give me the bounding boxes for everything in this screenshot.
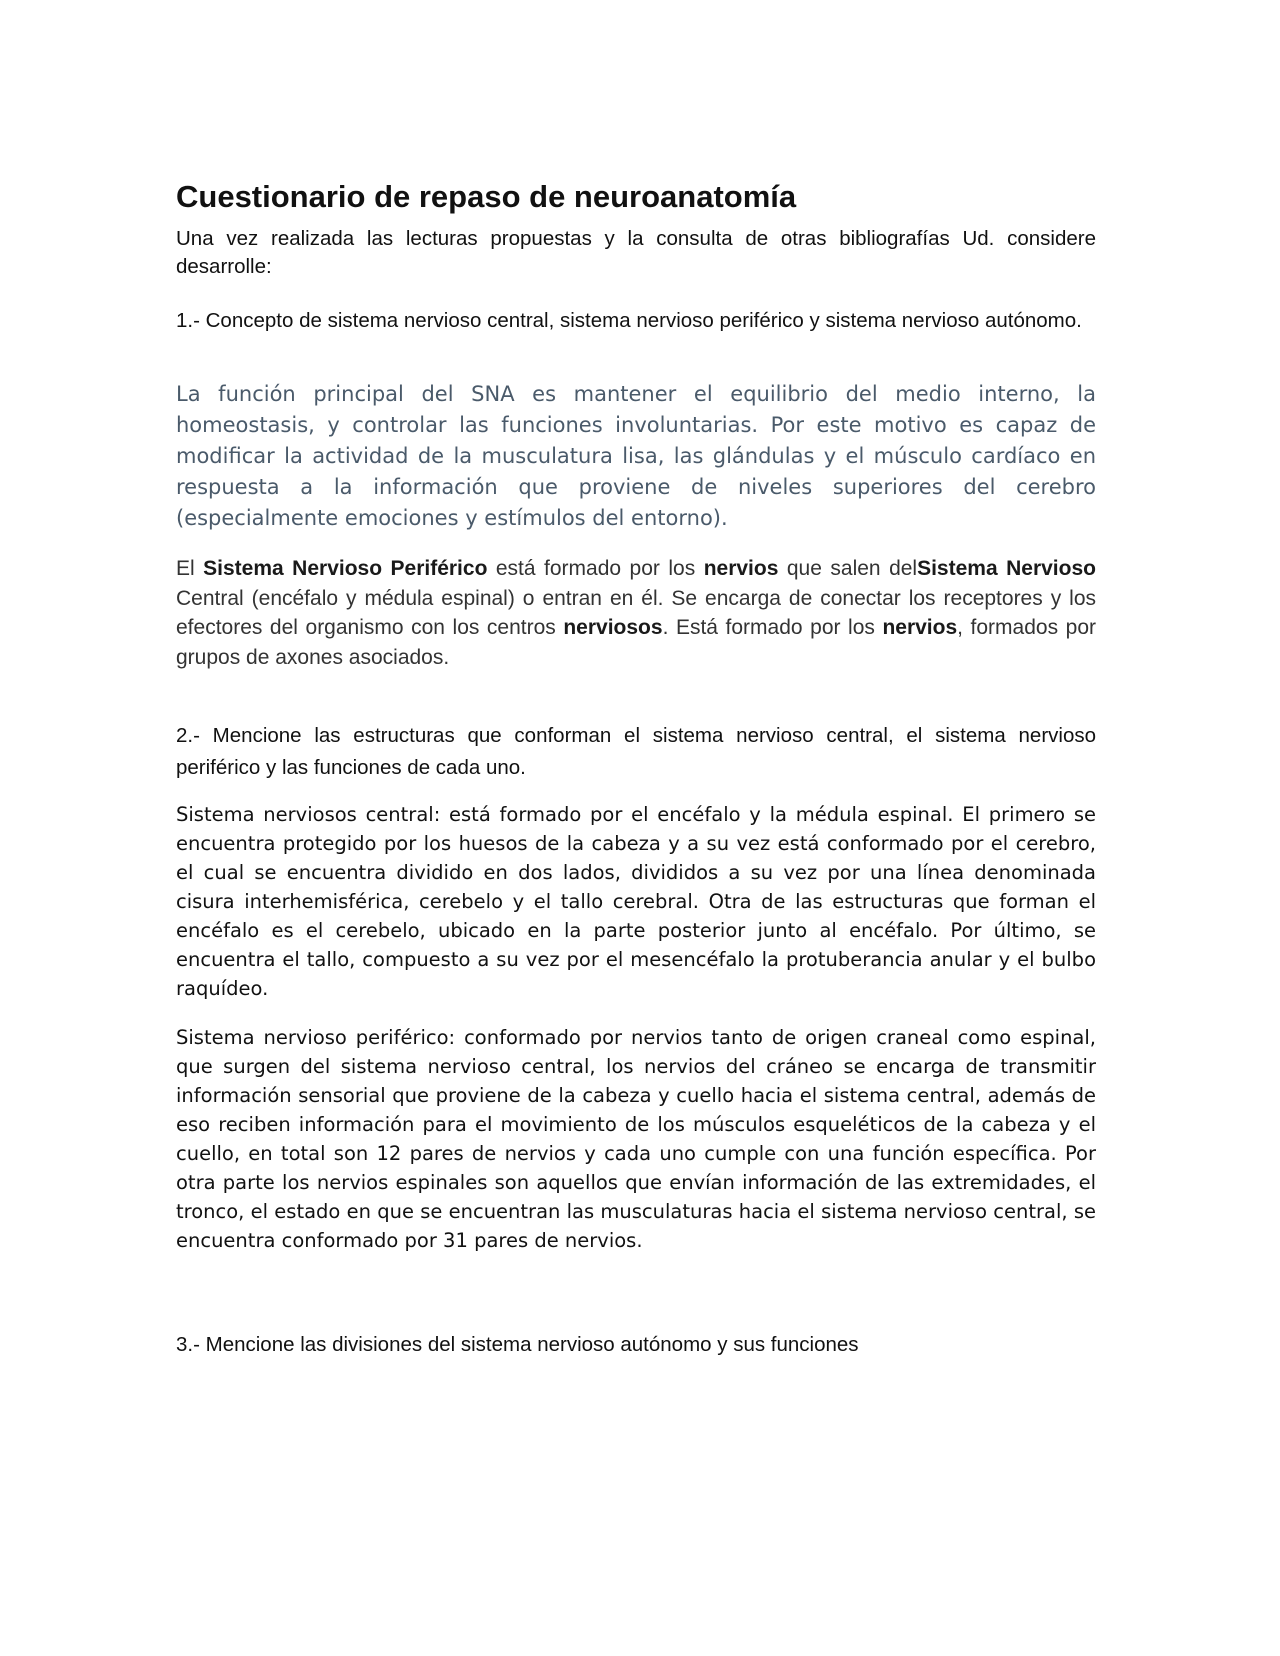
answer-snc-paragraph: Sistema nerviosos central: está formado por el encéfalo y la médula espinal. El primero se encuentra protegido por los huesos de la cabeza y a su vez está conformado por el cerebro, el cual se encuentra dividido en dos lados, divididos a su vez por una línea denominada cisura interhemisférica, cerebelo y el tallo cerebral. Otra de las estructuras que forman el encéfalo es el cerebelo, ubicado en la parte posterior junto al encéfalo. Por último, se encuentra el tallo, compuesto a su vez por el mesencéfalo la protuberancia anular y el bulbo raquídeo.: [176, 803, 1096, 1001]
document-title: Cuestionario de repaso de neuroanatomía: [176, 179, 797, 214]
snp-bold-1: Sistema Nervioso Periférico: [203, 557, 488, 581]
document-body: [176, 178, 1096, 1359]
snp-bold-3: Sistema Nervioso: [917, 557, 1096, 581]
snp-text-2: está formado por los: [487, 557, 704, 581]
snp-text-6: , formados por grupos de axones asociados.: [176, 616, 1096, 669]
snp-text-4: Central (encéfalo y médula espinal) o entran en él. Se encarga de conectar los receptores y los efectores del organismo con los centros: [176, 586, 1096, 640]
answer-snp-structures-paragraph: Sistema nervioso periférico: conformado por nervios tanto de origen craneal como espinal, que surgen del sistema nervioso central, los nervios del cráneo se encarga de transmitir información sensorial que proviene de la cabeza y cuello hacia el sistema central, además de eso reciben información para el movimiento de los músculos esqueléticos de la cabeza y el cuello, en total son 12 pares de nervios y cada uno cumple con una función específica. Por otra parte los nervios espinales son aquellos que envían información de las extremidades, el tronco, el estado en que se encuentran las musculaturas hacia el sistema nervioso central, se encuentra conformado por 31 pares de nervios.: [176, 1026, 1096, 1253]
snp-text-3: que salen del: [778, 557, 918, 581]
question-1: 1.- Concepto de sistema nervioso central, sistema nervioso periférico y sistema nervioso autónomo.: [176, 309, 1082, 333]
snp-text-1: El: [176, 557, 204, 581]
question-2: 2.- Mencione las estructuras que conforman el sistema nervioso central, el sistema nervioso periférico y las funciones de cada uno.: [176, 724, 1096, 780]
intro-paragraph: Una vez realizada las lecturas propuestas y la consulta de otras bibliografías Ud. considere desarrolle:: [176, 227, 1096, 279]
question-3: 3.- Mencione las divisiones del sistema nervioso autónomo y sus funciones: [176, 1333, 859, 1357]
snp-text-5: . Está formado por los: [662, 616, 883, 640]
snp-bold-2: nervios: [703, 557, 779, 581]
snp-bold-5: nervios: [882, 616, 958, 640]
snp-bold-4: nerviosos: [563, 616, 663, 640]
answer-sna-paragraph: La función principal del SNA es mantener el equilibrio del medio interno, la homeostasis, y controlar las funciones involuntarias. Por este motivo es capaz de modificar la actividad de la musculatura lisa, las glándulas y el músculo cardíaco en respuesta a la información que proviene de niveles superiores del cerebro (especialmente emociones y estímulos del entorno).: [176, 382, 1096, 531]
answer-snp-paragraph: [176, 554, 1096, 672]
